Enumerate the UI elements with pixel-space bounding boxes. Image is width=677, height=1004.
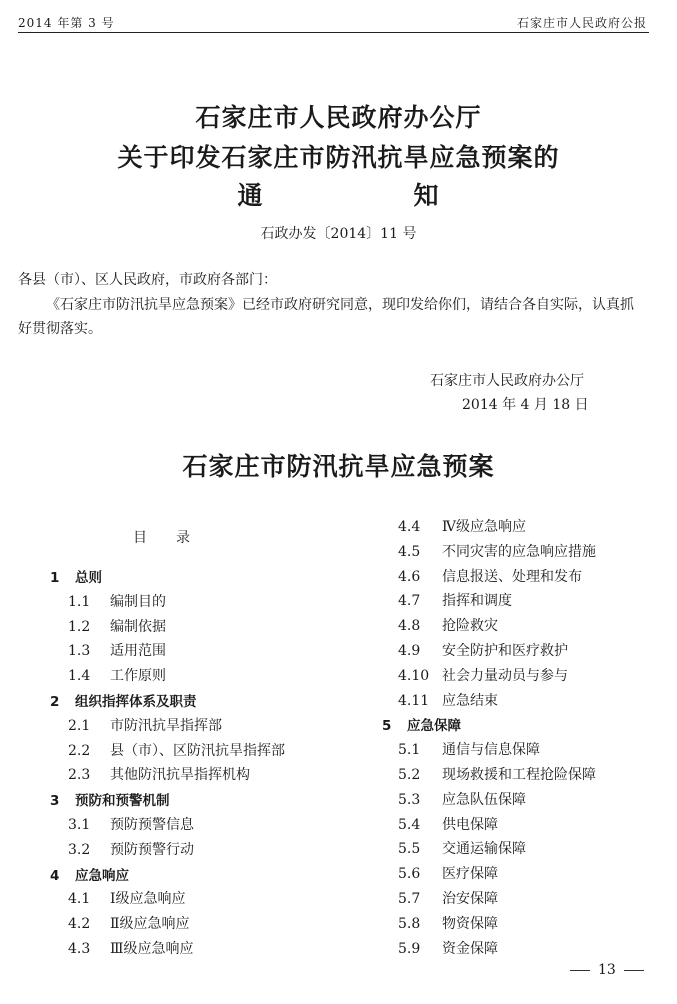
toc-entry-label: 适用范围: [110, 643, 166, 660]
toc-entry-label: 通信与信息保障: [442, 742, 540, 759]
toc-entry-label: 其他防汛抗旱指挥机构: [110, 767, 250, 784]
toc-entry: [398, 739, 540, 759]
toc-entry-number: 5.7: [398, 891, 421, 907]
toc-entry-label: 抢险救灾: [442, 618, 498, 635]
toc-entry-label: 应急响应: [75, 867, 129, 884]
toc-entry-label: 总则: [75, 570, 102, 586]
toc-entry: [398, 615, 498, 635]
toc-entry: [68, 764, 250, 784]
plan-title: 石家庄市防汛抗旱应急预案: [182, 452, 495, 481]
toc-entry: [68, 616, 166, 636]
toc-entry-number: 3.1: [68, 817, 91, 833]
page-number: 13: [598, 962, 616, 978]
toc-entry-label: Ⅲ级应急响应: [110, 941, 194, 957]
toc-entry: [398, 838, 526, 858]
toc-entry-label: 市防汛抗旱指挥部: [110, 717, 222, 734]
toc-entry: [68, 888, 186, 908]
toc-entry-number: 2.1: [68, 717, 91, 734]
toc-entry-label: 资金保障: [442, 940, 498, 957]
notice-title-line3: [0, 176, 677, 212]
toc-entry-number: 5.5: [398, 841, 421, 858]
toc-entry-label: 应急结束: [442, 692, 498, 709]
toc-entry-label: 安全防护和医疗救护: [442, 643, 568, 659]
toc-entry-label: 预防预警信息: [110, 817, 194, 833]
toc-entry: [398, 640, 568, 660]
toc-entry-label: 预防和预警机制: [75, 793, 170, 810]
toc-entry-label: 应急保障: [407, 718, 461, 735]
toc-entry: [50, 566, 102, 586]
header-issue: 2014 年第 3 号: [18, 16, 115, 30]
toc-entry-number: 4.6: [398, 568, 421, 585]
toc-entry-number: 2: [50, 694, 60, 710]
toc-entry-number: 4.5: [398, 543, 421, 560]
toc-entry: [398, 789, 526, 809]
toc-entry: [68, 715, 222, 735]
toc-entry-label: Ⅰ级应急响应: [110, 891, 186, 908]
toc-entry-label: 指挥和调度: [442, 593, 512, 610]
toc-entry: [382, 714, 461, 734]
toc-entry-number: 4.10: [398, 667, 430, 684]
toc-entry: [398, 863, 498, 883]
toc-entry: [398, 690, 498, 710]
toc-heading-a: 目: [133, 530, 148, 546]
toc-entry: [398, 566, 582, 586]
toc-entry: [398, 814, 498, 834]
toc-entry-label: 物资保障: [442, 915, 498, 932]
toc-entry-number: 3: [50, 793, 60, 810]
toc-entry-label: 编制依据: [110, 618, 166, 635]
toc-entry-label: 预防预警行动: [110, 841, 194, 858]
toc-entry-label: 不同灾害的应急响应措施: [442, 543, 596, 560]
toc-entry-number: 1.2: [68, 618, 91, 635]
toc-entry-number: 1.1: [68, 593, 91, 610]
toc-entry-label: 治安保障: [442, 891, 498, 907]
document-number: 石政办发〔2014〕11 号: [260, 226, 417, 242]
toc-entry-label: Ⅱ级应急响应: [110, 916, 190, 933]
footer-dash-left: [570, 970, 590, 971]
toc-entry-number: 4.8: [398, 618, 421, 635]
toc-entry-number: 4.2: [68, 916, 91, 933]
toc-entry: [398, 938, 498, 958]
toc-entry-label: 信息报送、处理和发布: [442, 568, 582, 585]
toc-entry: [50, 690, 197, 710]
toc-entry-number: 5.9: [398, 940, 421, 957]
toc-heading-b: 录: [176, 530, 191, 546]
toc-entry-label: 交通运输保障: [442, 841, 526, 858]
notice-title-char-b: 知: [413, 181, 440, 210]
toc-entry: [398, 590, 512, 610]
toc-entry: [68, 640, 166, 660]
toc-entry: [398, 888, 498, 908]
toc-entry-number: 5.3: [398, 791, 421, 808]
page-footer: [562, 962, 652, 978]
toc-entry-number: 4.4: [398, 519, 421, 535]
toc-entry: [50, 864, 129, 884]
toc-entry-number: 1.4: [68, 668, 91, 685]
toc-entry-label: 组织指挥体系及职责: [75, 694, 197, 710]
addressee: 各县（市）、区人民政府，市政府各部门：: [18, 272, 277, 288]
notice-title-line1: 石家庄市人民政府办公厅: [195, 103, 482, 132]
toc-entry-label: Ⅳ级应急响应: [442, 519, 526, 535]
toc-entry: [398, 516, 526, 536]
toc-entry-number: 4.1: [68, 891, 91, 908]
toc-entry: [398, 541, 596, 561]
toc-entry: [398, 913, 498, 933]
footer-dash-right: [624, 970, 644, 971]
toc-entry-number: 4.3: [68, 941, 91, 957]
toc-entry-label: 工作原则: [110, 668, 166, 685]
toc-entry-label: 供电保障: [442, 816, 498, 833]
toc-entry-label: 医疗保障: [442, 866, 498, 883]
toc-entry: [398, 764, 596, 784]
toc-entry-number: 4.7: [398, 593, 421, 610]
toc-entry-number: 3.2: [68, 841, 91, 858]
toc-entry-number: 4.11: [398, 692, 430, 709]
signature-org: 石家庄市人民政府办公厅: [430, 373, 584, 389]
notice-title-char-a: 通: [237, 181, 264, 210]
toc-entry-number: 1: [50, 570, 60, 586]
toc-entry: [68, 591, 166, 611]
toc-entry: [68, 913, 190, 933]
toc-entry-number: 2.2: [68, 742, 91, 759]
toc-entry-number: 4.9: [398, 643, 421, 659]
header-publication: 石家庄市人民政府公报: [516, 16, 647, 30]
toc-heading: [133, 527, 191, 547]
header-rule: [18, 32, 649, 33]
toc-entry: [68, 740, 285, 760]
signature-date: 2014 年 4 月 18 日: [462, 397, 589, 413]
toc-entry-label: 编制目的: [110, 593, 166, 610]
toc-entry: [50, 789, 170, 809]
toc-entry-number: 5.6: [398, 866, 421, 883]
toc-entry-number: 2.3: [68, 767, 91, 784]
toc-entry-number: 5.2: [398, 767, 421, 783]
toc-entry: [68, 814, 194, 834]
toc-entry-label: 应急队伍保障: [442, 791, 526, 808]
toc-entry-number: 5.4: [398, 816, 421, 833]
toc-entry: [68, 665, 166, 685]
toc-entry: [68, 839, 194, 859]
toc-entry-number: 4: [50, 867, 60, 884]
toc-entry-label: 县（市）、区防汛抗旱指挥部: [110, 742, 285, 759]
toc-entry-number: 5: [382, 718, 392, 735]
notice-title-line2: 关于印发石家庄市防汛抗旱应急预案的: [117, 143, 560, 172]
toc-entry-label: 现场救援和工程抢险保障: [442, 767, 596, 783]
toc-entry-number: 5.1: [398, 742, 421, 759]
toc-entry-number: 1.3: [68, 643, 91, 660]
toc-entry: [398, 665, 568, 685]
notice-body: 《石家庄市防汛抗旱应急预案》已经市政府研究同意，现印发给你们，请结合各自实际，认真抓好贯彻落实。: [18, 297, 634, 337]
toc-entry: [68, 938, 194, 958]
toc-entry-number: 5.8: [398, 915, 421, 932]
toc-entry-label: 社会力量动员与参与: [442, 667, 568, 684]
